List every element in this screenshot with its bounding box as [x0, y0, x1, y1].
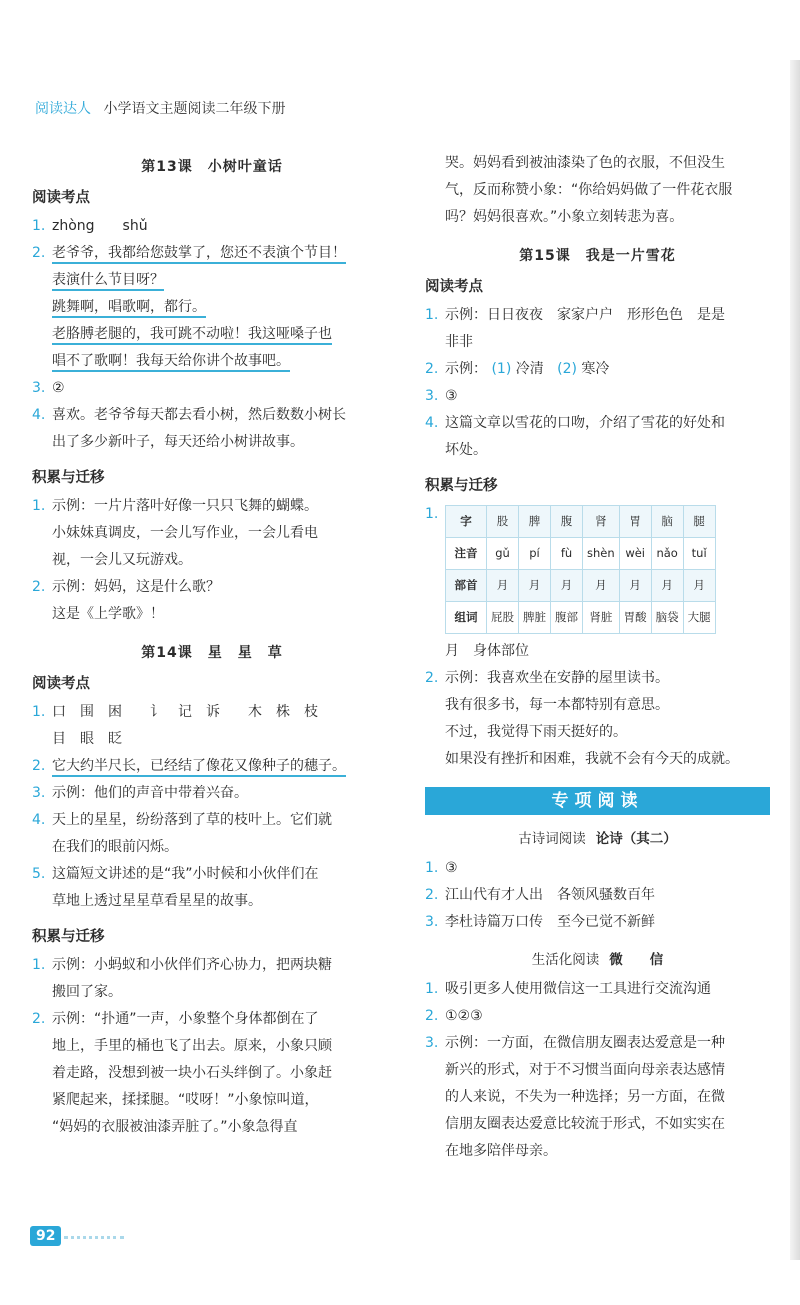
- answer-text: 口 围 困 讠 记 诉 木 株 枝: [52, 704, 318, 720]
- item-number: 2.: [32, 245, 46, 261]
- answer-text: 老爷爷，我都给您鼓掌了，您还不表演个节目！: [52, 245, 346, 264]
- item-number: 1.: [32, 218, 46, 234]
- table-cell: 月: [683, 570, 715, 602]
- answer-item: [32, 493, 392, 520]
- answer-text: 冷清: [515, 361, 544, 377]
- answer-text: 表演什么节目呀？: [52, 272, 164, 291]
- answer-text: ②: [52, 380, 65, 396]
- answer-item: [32, 861, 392, 888]
- answer-item: [425, 356, 770, 383]
- answer-item: [425, 410, 770, 437]
- item-number: 1.: [425, 981, 439, 997]
- answer-text: 在地多陪伴母亲。: [445, 1143, 557, 1159]
- table-cell: 月: [619, 570, 651, 602]
- answer-text: 示例：我喜欢坐在安静的屋里读书。: [445, 670, 669, 686]
- table-cell: nǎo: [651, 538, 683, 570]
- item-number: 3.: [425, 388, 439, 404]
- poem-subhead: [425, 827, 770, 847]
- answer-text: ③: [445, 388, 458, 404]
- answer-item: [32, 402, 392, 429]
- lesson-14-title: 第14课 星 星 草: [141, 645, 283, 661]
- life-title: 微 信: [609, 952, 664, 968]
- answer-text: 示例：他们的声音中带着兴奋。: [52, 785, 248, 801]
- answer-text: “妈妈的衣服被油漆弄脏了。”小象急得直: [52, 1119, 298, 1135]
- table-cell: 组词: [446, 602, 487, 634]
- item-number: 1.: [425, 506, 439, 522]
- answer-text: 我有很多书，每一本都特别有意思。: [445, 697, 669, 713]
- answer-text: 示例：小蚂蚁和小伙伴们齐心协力，把两块糖: [52, 957, 332, 973]
- table-row: [446, 602, 716, 634]
- page-number: 92: [30, 1226, 61, 1246]
- item-number: 1.: [425, 860, 439, 876]
- table-cell: 月: [519, 570, 551, 602]
- item-number: 2.: [32, 579, 46, 595]
- answer-item: [425, 501, 770, 638]
- item-number: 4.: [425, 415, 439, 431]
- answer-text: 信朋友圈表达爱意比较流于形式，不如实实在: [445, 1116, 725, 1132]
- answer-text: 着走路，没想到被一块小石头绊倒了。小象赶: [52, 1065, 332, 1081]
- table-cell: wèi: [619, 538, 651, 570]
- item-number: 3.: [425, 914, 439, 930]
- table-cell: 注音: [446, 538, 487, 570]
- table-cell: 屁股: [487, 602, 519, 634]
- item-number: 4.: [32, 812, 46, 828]
- answer-item: [32, 574, 392, 601]
- table-cell: 腿: [683, 506, 715, 538]
- page-number-dots: [64, 1236, 124, 1243]
- table-cell: 胃: [619, 506, 651, 538]
- answer-text: ①②③: [445, 1008, 483, 1024]
- section-heading: 阅读考点: [425, 279, 483, 295]
- right-column: [425, 150, 770, 1165]
- answer-item: [425, 1030, 770, 1057]
- table-row: [446, 506, 716, 538]
- sub-number: (1): [491, 361, 512, 377]
- answer-text: 跳舞啊，唱歌啊，都行。: [52, 299, 206, 318]
- table-cell: 脑: [651, 506, 683, 538]
- answer-text: 哭。妈妈看到被油漆染了色的衣服，不但没生: [445, 155, 725, 171]
- reading-kind: 生活化阅读: [531, 952, 600, 968]
- answer-text: 这篇短文讲述的是“我”小时候和小伙伴们在: [52, 866, 319, 882]
- table-cell: 月: [551, 570, 583, 602]
- answer-item: [425, 976, 770, 1003]
- answer-text: 小妹妹真调皮，一会儿写作业，一会儿看电: [52, 525, 318, 541]
- book-edge: [790, 60, 800, 1260]
- left-column: [32, 150, 392, 1141]
- answer-text: 示例：一方面，在微信朋友圈表达爱意是一种: [445, 1035, 725, 1051]
- table-cell: 腹: [551, 506, 583, 538]
- answer-item: [32, 807, 392, 834]
- item-number: 1.: [425, 307, 439, 323]
- answer-text: 示例：“扑通”一声，小象整个身体都倒在了: [52, 1011, 319, 1027]
- answer-text: 目 眼 眨: [52, 731, 122, 747]
- table-cell: 胃酸: [619, 602, 651, 634]
- item-number: 2.: [425, 1008, 439, 1024]
- brand-label: 阅读达人: [35, 101, 91, 117]
- table-cell: 肾脏: [583, 602, 620, 634]
- section-heading: 积累与迁移: [32, 929, 105, 945]
- answer-text: 示例：妈妈，这是什么歌？: [52, 579, 220, 595]
- item-number: 4.: [32, 407, 46, 423]
- answer-text: 吗？妈妈很喜欢。”小象立刻转悲为喜。: [445, 209, 684, 225]
- poem-title: 论诗（其二）: [595, 831, 677, 847]
- table-cell: 月: [651, 570, 683, 602]
- answer-item: [425, 383, 770, 410]
- answer-item: [425, 302, 770, 329]
- answer-item: [425, 855, 770, 882]
- item-number: 3.: [425, 1035, 439, 1051]
- answer-item: [425, 882, 770, 909]
- reading-kind: 古诗词阅读: [518, 831, 586, 847]
- item-number: 1.: [32, 498, 46, 514]
- character-table: [445, 505, 716, 634]
- table-cell: 部首: [446, 570, 487, 602]
- answer-text: 它大约半尺长，已经结了像花又像种子的穗子。: [52, 758, 346, 777]
- table-row: [446, 538, 716, 570]
- answer-text: 江山代有才人出 各领风骚数百年: [445, 887, 655, 903]
- table-cell: fù: [551, 538, 583, 570]
- answer-text: 如果没有挫折和困难，我就不会有今天的成就。: [445, 751, 739, 767]
- table-cell: pí: [519, 538, 551, 570]
- answer-text: 视，一会儿又玩游戏。: [52, 552, 192, 568]
- item-number: 2.: [425, 361, 439, 377]
- answer-item: [32, 780, 392, 807]
- item-number: 2.: [425, 670, 439, 686]
- answer-item: [32, 952, 392, 979]
- lesson-15-title: 第15课 我是一片雪花: [519, 248, 676, 264]
- answer-text: 地上，手里的桶也飞了出去。原来，小象只顾: [52, 1038, 332, 1054]
- table-cell: gǔ: [487, 538, 519, 570]
- table-cell: 股: [487, 506, 519, 538]
- answer-text: 这是《上学歌》！: [52, 606, 164, 622]
- lesson-13-title: 第13课 小树叶童话: [141, 159, 283, 175]
- item-number: 5.: [32, 866, 46, 882]
- answer-text: 老胳膊老腿的，我可跳不动啦！我这哑嗓子也: [52, 326, 332, 345]
- answer-item: [425, 665, 770, 692]
- answer-text: 唱不了歌啊！我每天给你讲个故事吧。: [52, 353, 290, 372]
- table-cell: 脾脏: [519, 602, 551, 634]
- section-heading: 阅读考点: [32, 190, 90, 206]
- answer-text: 示例：一片片落叶好像一只只飞舞的蝴蝶。: [52, 498, 318, 514]
- answer-text: 出了多少新叶子，每天还给小树讲故事。: [52, 434, 304, 450]
- answer-item: [425, 1003, 770, 1030]
- item-number: 2.: [32, 758, 46, 774]
- answer-item: [425, 909, 770, 936]
- table-cell: 大腿: [683, 602, 715, 634]
- item-number: 1.: [32, 957, 46, 973]
- answer-text: 在我们的眼前闪烁。: [52, 839, 178, 855]
- table-cell: 肾: [583, 506, 620, 538]
- answer-text: 寒冷: [581, 361, 610, 377]
- answer-text: 吸引更多人使用微信这一工具进行交流沟通: [445, 981, 711, 997]
- item-number: 2.: [32, 1011, 46, 1027]
- section-heading: 阅读考点: [32, 676, 90, 692]
- answer-text: 天上的星星，纷纷落到了草的枝叶上。它们就: [52, 812, 332, 828]
- answer-text: 不过，我觉得下雨天挺好的。: [445, 724, 627, 740]
- series-title: 小学语文主题阅读二年级下册: [103, 101, 286, 117]
- answer-item: [32, 375, 392, 402]
- item-number: 1.: [32, 704, 46, 720]
- answer-text: 草地上透过星星草看星星的故事。: [52, 893, 262, 909]
- answer-text: ③: [445, 860, 458, 876]
- answer-text: 坏处。: [445, 442, 487, 458]
- answer-text: 气，反而称赞小象：“你给妈妈做了一件花衣服: [445, 182, 733, 198]
- answer-text: 示例：: [445, 361, 487, 377]
- table-cell: 月: [583, 570, 620, 602]
- table-cell: tuǐ: [683, 538, 715, 570]
- answer-text: 的人来说，不失为一种选择；另一方面，在微: [445, 1089, 725, 1105]
- section-heading: 积累与迁移: [32, 470, 105, 486]
- answer-text: 李杜诗篇万口传 至今已觉不新鲜: [445, 914, 655, 930]
- table-cell: shèn: [583, 538, 620, 570]
- answer-text: 这篇文章以雪花的口吻，介绍了雪花的好处和: [445, 415, 725, 431]
- answer-text: 紧爬起来，揉揉腿。“哎呀！”小象惊叫道，: [52, 1092, 319, 1108]
- answer-text: 非非: [445, 334, 473, 350]
- section-heading: 积累与迁移: [425, 478, 498, 494]
- table-cell: 脾: [519, 506, 551, 538]
- item-number: 3.: [32, 380, 46, 396]
- special-reading-banner: 专项阅读: [425, 787, 770, 815]
- table-cell: 脑袋: [651, 602, 683, 634]
- answer-item: [32, 240, 392, 267]
- answer-item: [32, 213, 392, 240]
- table-cell: 腹部: [551, 602, 583, 634]
- answer-item: [32, 753, 392, 780]
- item-number: 2.: [425, 887, 439, 903]
- table-cell: 字: [446, 506, 487, 538]
- answer-text: 示例：日日夜夜 家家户户 形形色色 是是: [445, 307, 725, 323]
- answer-item: [32, 1006, 392, 1033]
- table-row: [446, 570, 716, 602]
- item-number: 3.: [32, 785, 46, 801]
- life-subhead: [425, 948, 770, 968]
- sub-number: (2): [557, 361, 577, 377]
- answer-text: 喜欢。老爷爷每天都去看小树，然后数数小树长: [52, 407, 346, 423]
- answer-text: zhòng shǔ: [52, 218, 148, 234]
- answer-text: 新兴的形式，对于不习惯当面向母亲表达感情: [445, 1062, 725, 1078]
- table-cell: 月: [487, 570, 519, 602]
- answer-item: [32, 699, 392, 726]
- answer-text: 搬回了家。: [52, 984, 122, 1000]
- page-header: [35, 98, 285, 118]
- answer-text: 月 身体部位: [445, 643, 529, 659]
